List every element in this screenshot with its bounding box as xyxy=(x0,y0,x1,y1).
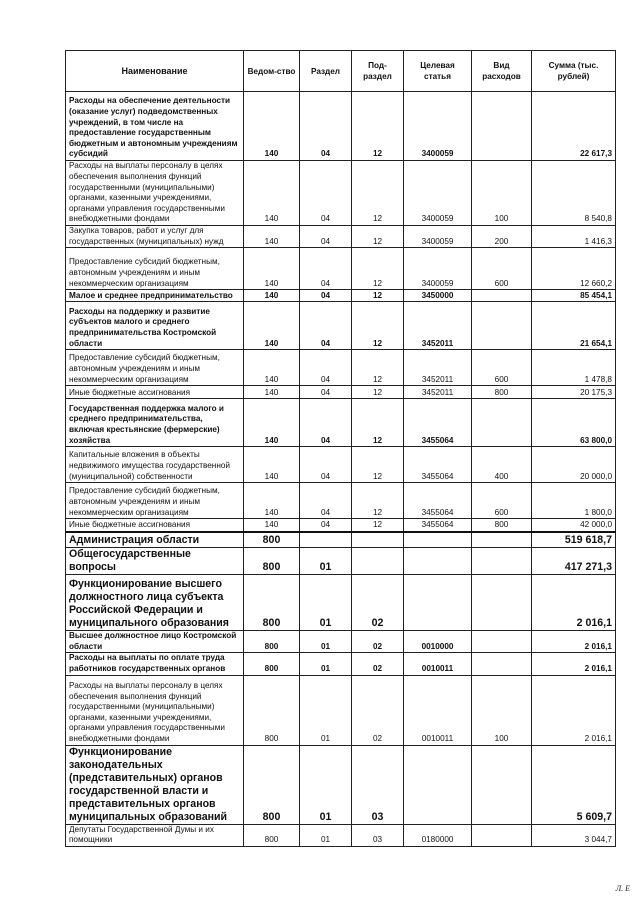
cell-podr: 02 xyxy=(352,575,404,631)
cell-ved: 140 xyxy=(244,290,300,302)
cell-name: Функционирование высшего должностного лица субъекта Российской Федерации и муниципального образования xyxy=(66,575,244,631)
cell-sum: 1 416,3 xyxy=(532,226,616,248)
cell-ved: 800 xyxy=(244,532,300,548)
cell-name: Предоставление субсидий бюджетным, автономным учреждениям и иным некоммерческим организациям xyxy=(66,350,244,386)
cell-name: Депутаты Государственной Думы и их помощники xyxy=(66,824,244,846)
cell-podr: 03 xyxy=(352,745,404,824)
table-row xyxy=(66,386,616,399)
cell-ved: 800 xyxy=(244,548,300,575)
cell-ved: 800 xyxy=(244,675,300,745)
cell-podr: 12 xyxy=(352,290,404,302)
cell-name: Предоставление субсидий бюджетным, автономным учреждениям и иным некоммерческим организациям xyxy=(66,248,244,290)
cell-name: Функционирование законодательных (представительных) органов государственной власти и представительных органов муниципальных образований xyxy=(66,745,244,824)
table-row xyxy=(66,399,616,447)
cell-cel: 3455064 xyxy=(404,483,472,519)
cell-sum: 8 540,8 xyxy=(532,161,616,226)
cell-sum: 2 016,1 xyxy=(532,631,616,653)
cell-name: Расходы на обеспечение деятельности (оказание услуг) подведомственных учреждений, в том числе на предоставление государственным бюджетным и автономным учреждениям субсидий xyxy=(66,92,244,161)
cell-razd xyxy=(300,532,352,548)
cell-sum: 12 660,2 xyxy=(532,248,616,290)
cell-cel: 0010011 xyxy=(404,675,472,745)
cell-podr: 02 xyxy=(352,675,404,745)
cell-cel xyxy=(404,532,472,548)
header-vedomstvo: Ведом-ство xyxy=(244,51,300,92)
cell-sum: 42 000,0 xyxy=(532,519,616,532)
header-name: Наименование xyxy=(66,51,244,92)
cell-ved: 140 xyxy=(244,399,300,447)
header-vid: Вид расходов xyxy=(472,51,532,92)
cell-sum: 417 271,3 xyxy=(532,548,616,575)
cell-ved: 140 xyxy=(244,447,300,483)
header-row xyxy=(66,51,616,92)
cell-name: Расходы на выплаты по оплате труда работников государственных органов xyxy=(66,653,244,675)
cell-ved: 140 xyxy=(244,226,300,248)
cell-vid xyxy=(472,532,532,548)
table-row xyxy=(66,290,616,302)
cell-cel: 3400059 xyxy=(404,161,472,226)
cell-cel xyxy=(404,575,472,631)
cell-cel: 3455064 xyxy=(404,447,472,483)
cell-podr: 02 xyxy=(352,631,404,653)
cell-name: Иные бюджетные ассигнования xyxy=(66,519,244,532)
cell-razd: 04 xyxy=(300,350,352,386)
cell-podr: 12 xyxy=(352,248,404,290)
cell-ved: 800 xyxy=(244,631,300,653)
cell-razd: 01 xyxy=(300,824,352,846)
table-row xyxy=(66,548,616,575)
cell-podr: 03 xyxy=(352,824,404,846)
cell-ved: 140 xyxy=(244,302,300,350)
cell-vid: 600 xyxy=(472,483,532,519)
cell-vid xyxy=(472,399,532,447)
cell-sum: 85 454,1 xyxy=(532,290,616,302)
table-row xyxy=(66,350,616,386)
cell-ved: 140 xyxy=(244,248,300,290)
table-row xyxy=(66,248,616,290)
cell-cel: 3452011 xyxy=(404,302,472,350)
cell-podr: 12 xyxy=(352,226,404,248)
cell-podr: 12 xyxy=(352,447,404,483)
cell-name: Расходы на выплаты персоналу в целях обеспечения выполнения функций государственными (муниципальными) органами, казенными учреждениями, органами управления государственными внебюджетными фондами xyxy=(66,161,244,226)
cell-razd: 01 xyxy=(300,631,352,653)
table-row xyxy=(66,532,616,548)
cell-vid xyxy=(472,290,532,302)
cell-razd: 04 xyxy=(300,447,352,483)
cell-cel: 3455064 xyxy=(404,519,472,532)
table-row xyxy=(66,653,616,675)
cell-podr: 12 xyxy=(352,302,404,350)
cell-vid: 600 xyxy=(472,350,532,386)
cell-name: Администрация области xyxy=(66,532,244,548)
cell-name: Иные бюджетные ассигнования xyxy=(66,386,244,399)
cell-cel: 3450000 xyxy=(404,290,472,302)
cell-sum: 2 016,1 xyxy=(532,653,616,675)
cell-razd: 04 xyxy=(300,226,352,248)
cell-name: Высшее должностное лицо Костромской области xyxy=(66,631,244,653)
cell-razd: 01 xyxy=(300,575,352,631)
cell-vid: 400 xyxy=(472,447,532,483)
cell-ved: 140 xyxy=(244,92,300,161)
cell-vid xyxy=(472,548,532,575)
cell-name: Расходы на поддержку и развитие субъектов малого и среднего предпринимательства Костромской области xyxy=(66,302,244,350)
cell-razd: 04 xyxy=(300,519,352,532)
cell-vid xyxy=(472,745,532,824)
cell-ved: 140 xyxy=(244,519,300,532)
budget-table xyxy=(65,50,616,847)
cell-name: Закупка товаров, работ и услуг для государственных (муниципальных) нужд xyxy=(66,226,244,248)
cell-vid: 600 xyxy=(472,248,532,290)
cell-name: Капитальные вложения в объекты недвижимого имущества государственной (муниципальной) собственности xyxy=(66,447,244,483)
table-row xyxy=(66,575,616,631)
cell-ved: 140 xyxy=(244,161,300,226)
cell-name: Малое и среднее предпринимательство xyxy=(66,290,244,302)
cell-razd: 04 xyxy=(300,290,352,302)
header-razdel: Раздел xyxy=(300,51,352,92)
table-row xyxy=(66,447,616,483)
cell-ved: 800 xyxy=(244,824,300,846)
table-row xyxy=(66,631,616,653)
cell-podr: 12 xyxy=(352,399,404,447)
cell-sum: 22 617,3 xyxy=(532,92,616,161)
table-row xyxy=(66,161,616,226)
cell-name: Предоставление субсидий бюджетным, автономным учреждениям и иным некоммерческим организациям xyxy=(66,483,244,519)
cell-sum: 5 609,7 xyxy=(532,745,616,824)
cell-razd: 04 xyxy=(300,302,352,350)
cell-sum: 2 016,1 xyxy=(532,575,616,631)
cell-cel: 3400059 xyxy=(404,226,472,248)
cell-vid xyxy=(472,92,532,161)
cell-cel: 3400059 xyxy=(404,92,472,161)
cell-vid: 100 xyxy=(472,161,532,226)
cell-razd: 01 xyxy=(300,675,352,745)
table-row xyxy=(66,302,616,350)
cell-cel: 0180000 xyxy=(404,824,472,846)
cell-razd: 01 xyxy=(300,548,352,575)
cell-razd: 04 xyxy=(300,483,352,519)
cell-podr xyxy=(352,548,404,575)
cell-sum: 2 016,1 xyxy=(532,675,616,745)
cell-cel: 0010011 xyxy=(404,653,472,675)
cell-razd: 04 xyxy=(300,161,352,226)
cell-cel: 3452011 xyxy=(404,350,472,386)
cell-sum: 1 800,0 xyxy=(532,483,616,519)
cell-name: Общегосударственные вопросы xyxy=(66,548,244,575)
cell-sum: 1 478,8 xyxy=(532,350,616,386)
header-podrazdel: Под-раздел xyxy=(352,51,404,92)
cell-cel xyxy=(404,745,472,824)
cell-ved: 140 xyxy=(244,350,300,386)
cell-podr xyxy=(352,532,404,548)
cell-razd: 01 xyxy=(300,745,352,824)
cell-podr: 12 xyxy=(352,386,404,399)
cell-sum: 519 618,7 xyxy=(532,532,616,548)
cell-sum: 20 000,0 xyxy=(532,447,616,483)
cell-cel: 3400059 xyxy=(404,248,472,290)
cell-razd: 04 xyxy=(300,386,352,399)
cell-vid xyxy=(472,302,532,350)
cell-podr: 12 xyxy=(352,483,404,519)
page-mark: Л. Е xyxy=(615,884,630,893)
cell-vid: 800 xyxy=(472,386,532,399)
cell-ved: 800 xyxy=(244,745,300,824)
table-row xyxy=(66,519,616,532)
cell-cel: 0010000 xyxy=(404,631,472,653)
cell-sum: 21 654,1 xyxy=(532,302,616,350)
table-row xyxy=(66,483,616,519)
cell-vid xyxy=(472,824,532,846)
table-row xyxy=(66,745,616,824)
cell-razd: 04 xyxy=(300,399,352,447)
cell-vid: 800 xyxy=(472,519,532,532)
cell-cel: 3452011 xyxy=(404,386,472,399)
table-row xyxy=(66,675,616,745)
cell-sum: 63 800,0 xyxy=(532,399,616,447)
cell-ved: 140 xyxy=(244,483,300,519)
header-summa: Сумма (тыс. рублей) xyxy=(532,51,616,92)
table-row xyxy=(66,226,616,248)
cell-name: Расходы на выплаты персоналу в целях обеспечения выполнения функций государственными (муниципальными) органами, казенными учреждениями, органами управления государственными внебюджетными фондами xyxy=(66,675,244,745)
cell-podr: 12 xyxy=(352,161,404,226)
cell-ved: 140 xyxy=(244,386,300,399)
cell-sum: 3 044,7 xyxy=(532,824,616,846)
table-row xyxy=(66,92,616,161)
cell-ved: 800 xyxy=(244,653,300,675)
cell-vid xyxy=(472,631,532,653)
cell-name: Государственная поддержка малого и среднего предпринимательства, включая крестьянские (фермерские) хозяйства xyxy=(66,399,244,447)
cell-podr: 12 xyxy=(352,519,404,532)
cell-razd: 01 xyxy=(300,653,352,675)
cell-cel xyxy=(404,548,472,575)
cell-ved: 800 xyxy=(244,575,300,631)
cell-podr: 12 xyxy=(352,350,404,386)
cell-podr: 12 xyxy=(352,92,404,161)
cell-razd: 04 xyxy=(300,92,352,161)
header-celevaya: Целевая статья xyxy=(404,51,472,92)
cell-vid xyxy=(472,575,532,631)
cell-podr: 02 xyxy=(352,653,404,675)
cell-vid: 200 xyxy=(472,226,532,248)
cell-cel: 3455064 xyxy=(404,399,472,447)
cell-vid xyxy=(472,653,532,675)
table-row xyxy=(66,824,616,846)
cell-razd: 04 xyxy=(300,248,352,290)
cell-sum: 20 175,3 xyxy=(532,386,616,399)
cell-vid: 100 xyxy=(472,675,532,745)
